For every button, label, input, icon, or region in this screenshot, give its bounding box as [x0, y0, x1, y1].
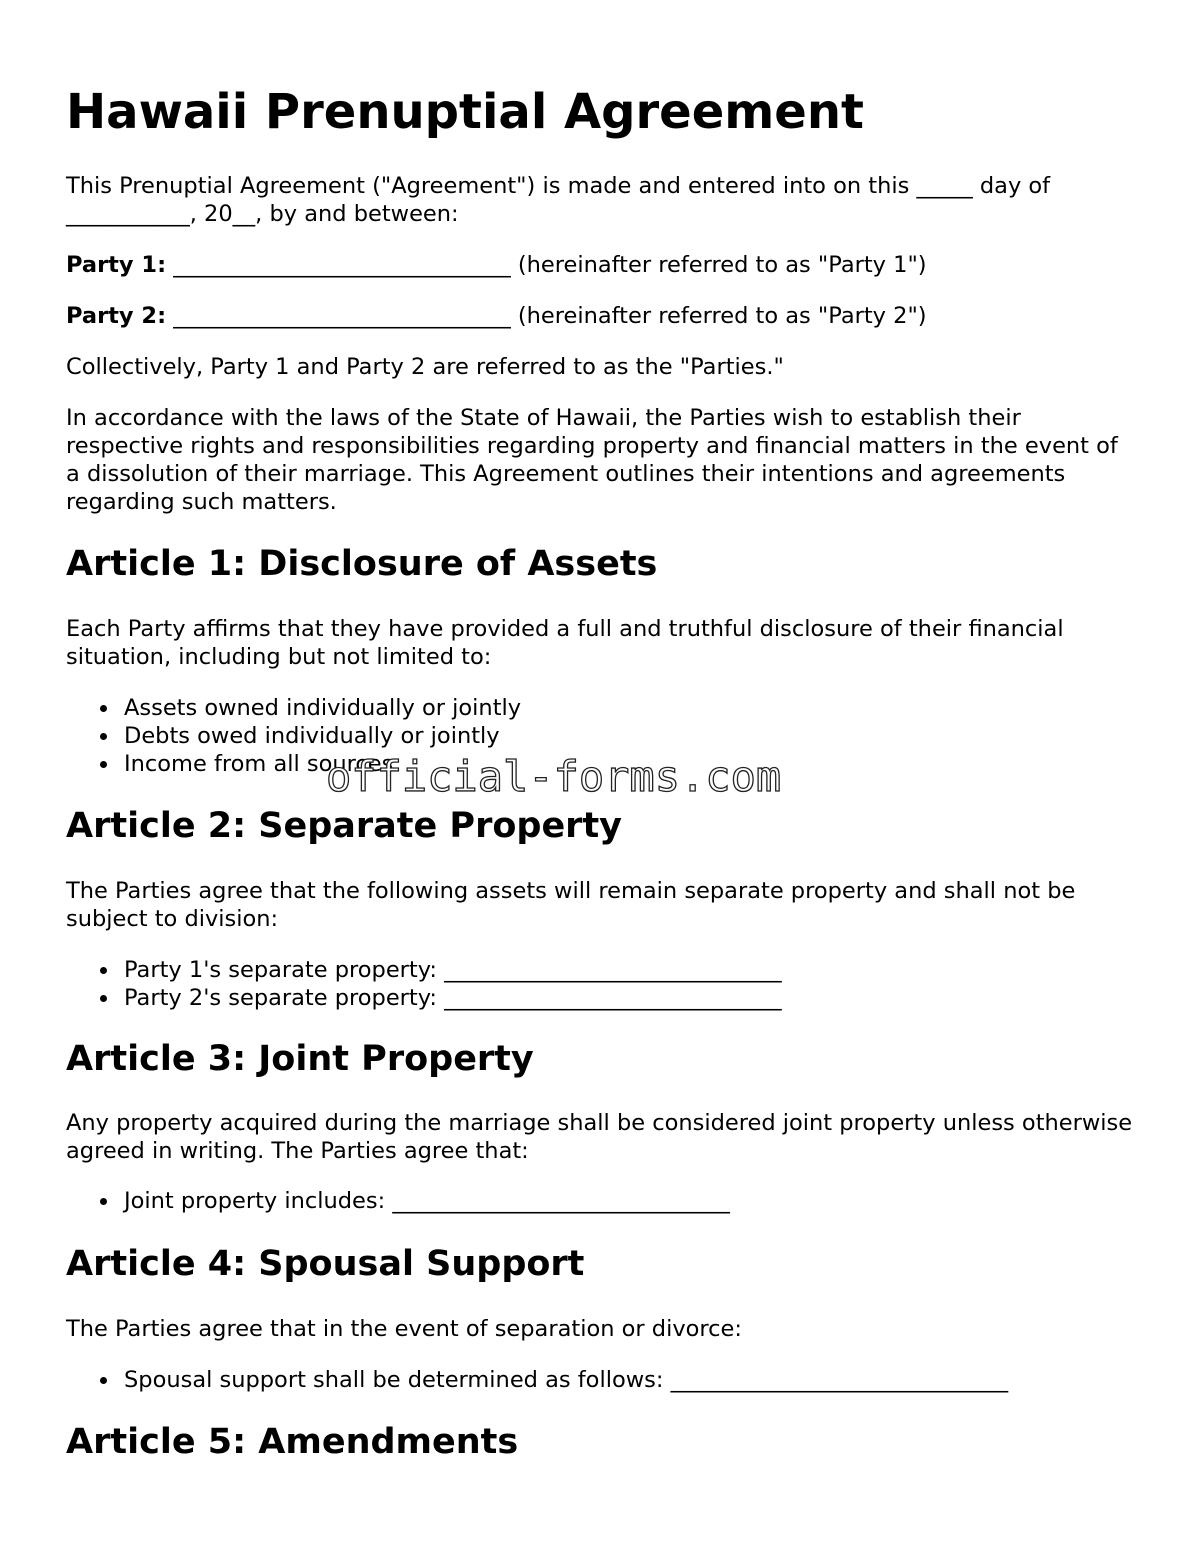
party-2-blank: ______________________________ (hereinafter referred to as "Party 2") — [166, 303, 927, 329]
party-1-blank: ______________________________ (hereinafter referred to as "Party 1") — [166, 252, 927, 278]
article-1-heading: Article 1: Disclosure of Assets — [66, 544, 658, 584]
list-item: Debts owed individually or jointly — [66, 722, 521, 750]
article-1-body: Each Party affirms that they have provided a full and truthful disclosure of their financial situation, including but not limited to: — [66, 616, 1064, 670]
article-4-body: The Parties agree that in the event of separation or divorce: — [66, 1316, 742, 1342]
article-3-body: Any property acquired during the marriage shall be considered joint property unless otherwise agreed in writing. The Parties agree that: — [66, 1110, 1133, 1164]
article-3-heading: Article 3: Joint Property — [66, 1039, 534, 1079]
article-3-list — [66, 1187, 730, 1215]
party-2-label: Party 2: — [66, 303, 167, 329]
collective-paragraph: Collectively, Party 1 and Party 2 are referred to as the "Parties." — [66, 354, 784, 380]
list-item: Party 2's separate property: ______________________________ — [66, 984, 782, 1012]
watermark: official-forms.com — [326, 752, 782, 801]
list-item: Party 1's separate property: ______________________________ — [66, 956, 782, 984]
purpose-paragraph: In accordance with the laws of the State of Hawaii, the Parties wish to establish their respective rights and responsibilities regarding property and financial matters in the event of a dissolution of their marriage. This Agreement outlines their intentions and agreements regarding such matters. — [66, 405, 1118, 515]
party-2-line — [66, 302, 1136, 330]
article-4-heading: Article 4: Spousal Support — [66, 1244, 585, 1284]
article-2-heading: Article 2: Separate Property — [66, 806, 622, 846]
article-2-body: The Parties agree that the following assets will remain separate property and shall not be subject to division: — [66, 878, 1076, 932]
party-1-label: Party 1: — [66, 252, 167, 278]
list-item: Assets owned individually or jointly — [66, 694, 521, 722]
list-item: Joint property includes: ______________________________ — [66, 1187, 730, 1215]
page-title: Hawaii Prenuptial Agreement — [66, 84, 864, 140]
article-5-heading: Article 5: Amendments — [66, 1422, 519, 1462]
party-1-line — [66, 251, 1136, 279]
article-4-list — [66, 1366, 1008, 1394]
list-item: Spousal support shall be determined as follows: ______________________________ — [66, 1366, 1008, 1394]
list-item: Income from all sources — [66, 750, 521, 778]
article-2-list — [66, 956, 782, 1012]
intro-paragraph: This Prenuptial Agreement ("Agreement") is made and entered into on this _____ day of ___________, 20__, by and between: — [66, 173, 1051, 227]
